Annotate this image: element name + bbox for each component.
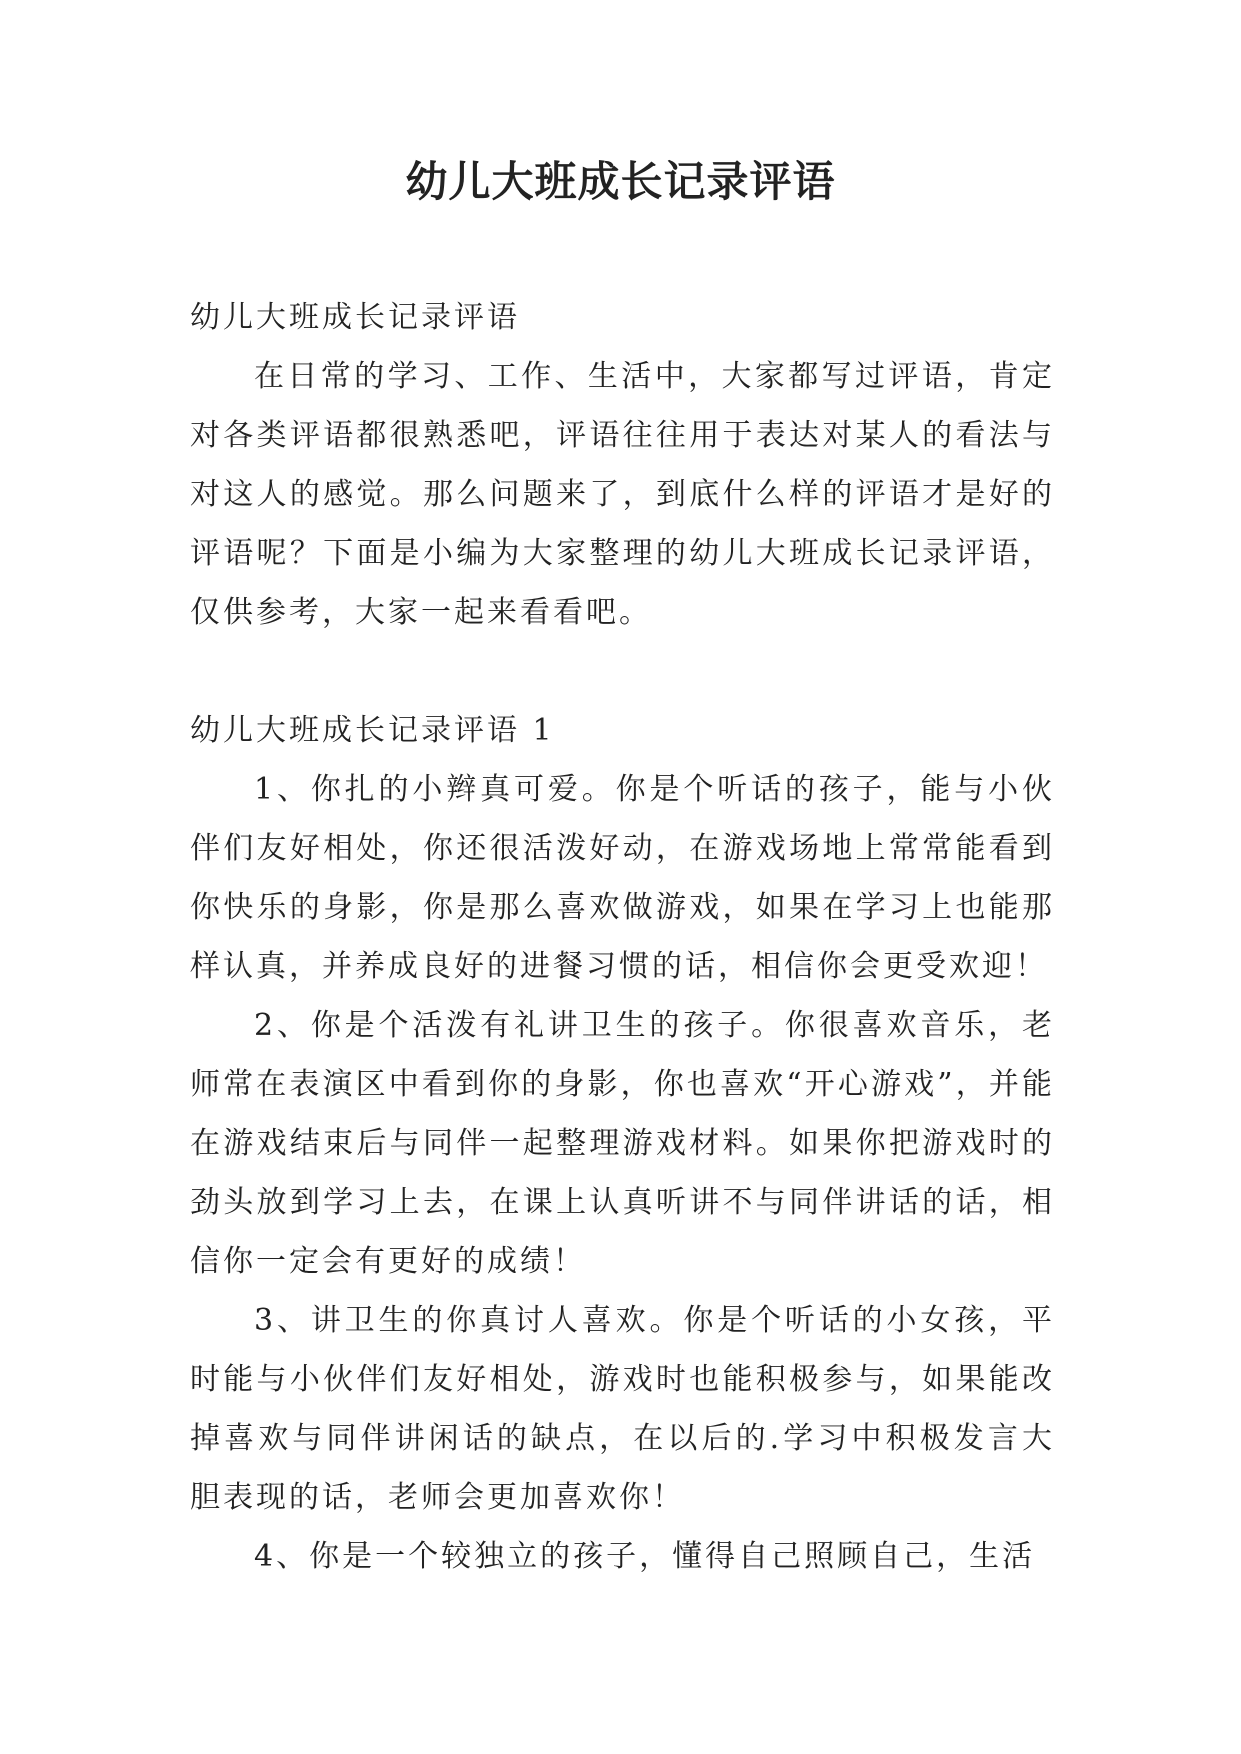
comment-paragraph-3: 3、讲卫生的你真讨人喜欢。你是个听话的小女孩，平时能与小伙伴们友好相处，游戏时也能积极参与，如果能改掉喜欢与同伴讲闲话的缺点，在以后的.学习中积极发言大胆表现的话，老师会更加喜欢你！ bbox=[190, 1303, 1055, 1515]
comment-paragraph-1: 1、你扎的小辫真可爱。你是个听话的孩子，能与小伙伴们友好相处，你还很活泼好动，在游戏场地上常常能看到你快乐的身影，你是那么喜欢做游戏，如果在学习上也能那样认真，并养成良好的进餐习惯的话，相信你会更受欢迎！ bbox=[190, 772, 1055, 984]
intro-paragraph: 在日常的学习、工作、生活中，大家都写过评语，肯定对各类评语都很熟悉吧，评语往往用于表达对某人的看法与对这人的感觉。那么问题来了，到底什么样的评语才是好的评语呢？下面是小编为大家整理的幼儿大班成长记录评语，仅供参考，大家一起来看看吧。 bbox=[190, 359, 1055, 630]
document-subtitle: 幼儿大班成长记录评语 bbox=[190, 300, 520, 335]
document-body bbox=[190, 288, 1055, 1586]
section-heading: 幼儿大班成长记录评语 1 bbox=[190, 713, 555, 748]
comment-paragraph-2: 2、你是个活泼有礼讲卫生的孩子。你很喜欢音乐，老师常在表演区中看到你的身影，你也喜欢“开心游戏”，并能在游戏结束后与同伴一起整理游戏材料。如果你把游戏时的劲头放到学习上去，在课上认真听讲不与同伴讲话的话，相信你一定会有更好的成绩！ bbox=[190, 1008, 1055, 1279]
document-title: 幼儿大班成长记录评语 bbox=[405, 157, 836, 206]
comment-paragraph-4: 4、你是一个较独立的孩子，懂得自己照顾自己，生活 bbox=[254, 1539, 1036, 1574]
